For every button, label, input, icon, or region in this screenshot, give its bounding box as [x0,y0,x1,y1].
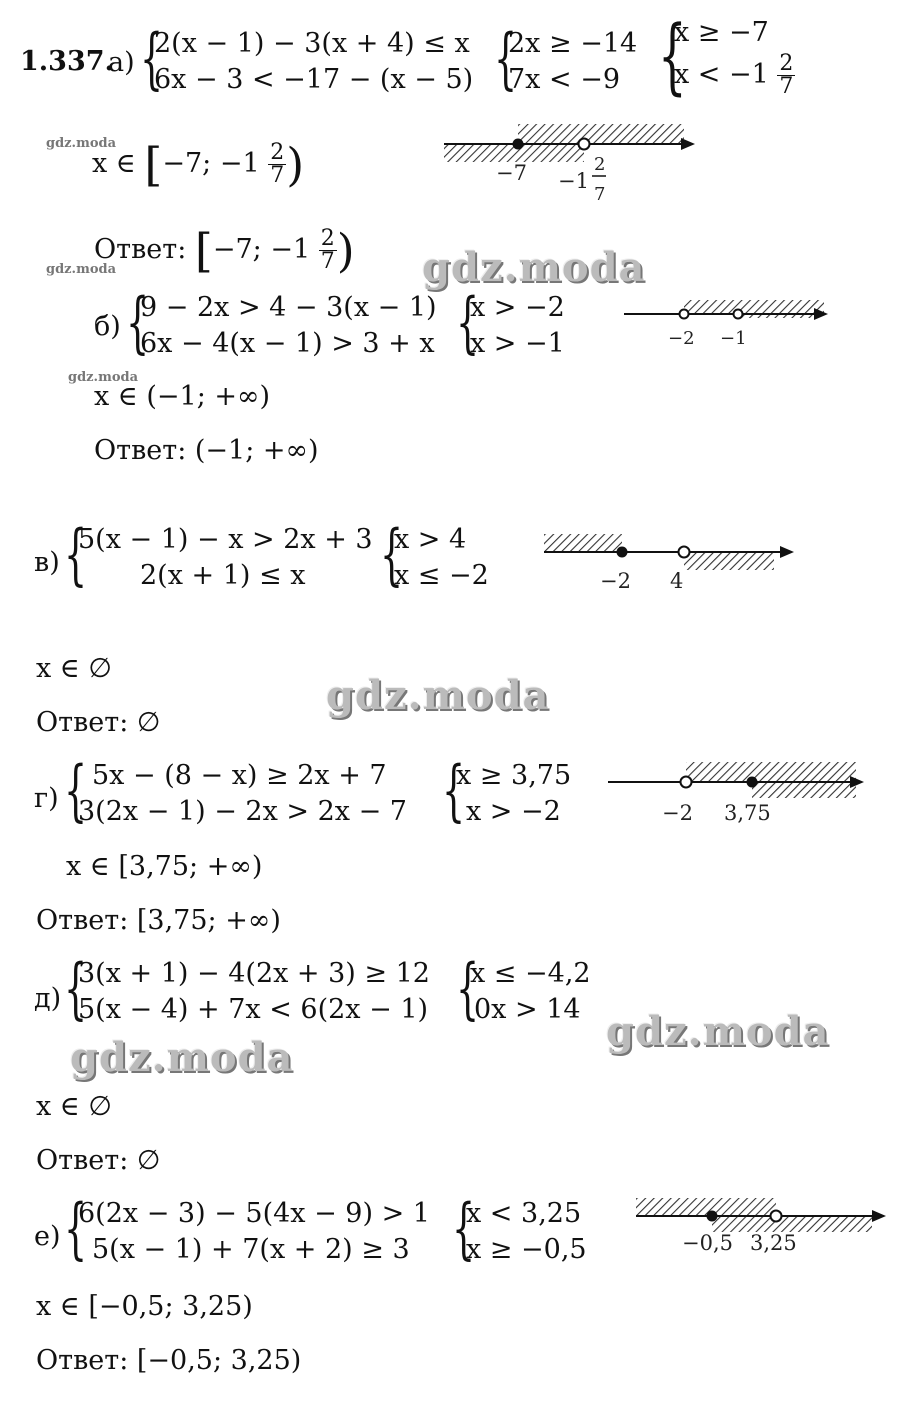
part-v-label: в) [34,547,60,578]
part-v-ineq-2: 2(x + 1) ≤ x [140,560,306,591]
part-g-label: г) [34,783,59,814]
tick-label: 3,75 [724,801,771,825]
part-b-solution: x ∈ (−1; +∞) [94,381,271,412]
point-open [579,139,590,150]
part-d-label: д) [34,983,62,1014]
part-a-number-line [440,118,700,210]
part-a-ineq-2: 6x − 3 < −17 − (x − 5) [154,64,474,95]
watermark: gdz.moda [422,244,646,291]
part-v-solution: x ∈ ∅ [36,653,112,684]
part-e-ineq-2: 5(x − 1) + 7(x + 2) ≥ 3 [92,1234,410,1265]
part-v-red-2: x ≤ −2 [394,560,489,591]
part-g-answer: Ответ: [3,75; +∞) [36,905,281,936]
watermark-small: gdz.moda [46,262,117,277]
tick-label: 3,25 [750,1231,797,1255]
watermark-small: gdz.moda [68,370,139,385]
part-e-label: е) [34,1221,61,1252]
part-g-number-line [604,758,874,828]
part-d-answer: Ответ: ∅ [36,1145,161,1176]
part-a-red-2: x < −1 $\frac{2}{7}$ [674,51,794,99]
part-a-ineq-1: 2(x − 1) − 3(x + 4) ≤ x [154,28,470,59]
part-a-simp-1: 2x ≥ −14 [508,28,638,59]
part-a-label: а) [108,47,135,78]
watermark: gdz.moda [606,1008,830,1055]
part-e-ineq-1: 6(2x − 3) − 5(4x − 9) > 1 [78,1198,430,1229]
part-a-simp-2: 7x < −9 [508,64,620,95]
watermark-small: gdz.moda [46,136,117,151]
point-filled [513,139,524,150]
part-d-red-2: 0x > 14 [474,994,581,1025]
part-d-ineq-2: 5(x − 4) + 7x < 6(2x − 1) [78,994,429,1025]
fraction: $\frac{2}{7}$ [779,51,794,99]
hatch-ge [518,124,684,144]
part-g-ineq-2: 3(2x − 1) − 2x > 2x − 7 [78,796,407,827]
part-g-ineq-1: 5x − (8 − x) ≥ 2x + 7 [92,760,387,791]
tick-label: −0,5 [682,1231,733,1255]
tick-label: −2 [668,328,695,349]
part-b-number-line [620,294,840,354]
part-b-label: б) [94,311,121,342]
part-g-red-1: x ≥ 3,75 [456,760,572,791]
part-e-red-1: x < 3,25 [466,1198,582,1229]
part-b-ineq-2: 6x − 4(x − 1) > 3 + x [140,328,435,359]
part-a-answer: Ответ: [−7; −1 $\frac{2}{7}$ ) [94,223,355,278]
part-b-answer: Ответ: (−1; +∞) [94,435,319,466]
part-d-red-1: x ≤ −4,2 [470,958,591,989]
part-a-solution: x ∈ [−7; −1 $\frac{2}{7}$ ) [92,137,305,192]
part-v-red-1: x > 4 [394,524,467,555]
watermark: gdz.moda [70,1034,294,1081]
problem-number: 1.337. [20,46,114,77]
part-e-answer: Ответ: [−0,5; 3,25) [36,1345,302,1376]
part-e-number-line [632,1194,892,1260]
part-e-red-2: x ≥ −0,5 [466,1234,587,1265]
tick-label: −1 [558,169,589,193]
part-e-solution: x ∈ [−0,5; 3,25) [36,1291,253,1322]
tick-label: −2 [600,569,631,593]
tick-label: 4 [670,569,684,593]
part-v-number-line [540,530,800,596]
part-b-ineq-1: 9 − 2x > 4 − 3(x − 1) [140,292,437,323]
svg-text:7: 7 [594,184,606,205]
svg-text:2: 2 [594,154,606,175]
part-a-red-1: x ≥ −7 [674,17,769,48]
part-v-ineq-1: 5(x − 1) − x > 2x + 3 [78,524,373,555]
tick-label: −1 [720,328,747,349]
part-g-solution: x ∈ [3,75; +∞) [66,851,263,882]
part-b-red-2: x > −1 [470,328,565,359]
tick-label: −2 [662,801,693,825]
part-g-red-2: x > −2 [466,796,561,827]
part-d-ineq-1: 3(x + 1) − 4(2x + 3) ≥ 12 [78,958,430,989]
tick-label: −7 [496,161,527,185]
watermark: gdz.moda [326,672,550,719]
part-d-solution: x ∈ ∅ [36,1091,112,1122]
part-v-answer: Ответ: ∅ [36,707,161,738]
part-b-red-1: x > −2 [470,292,565,323]
